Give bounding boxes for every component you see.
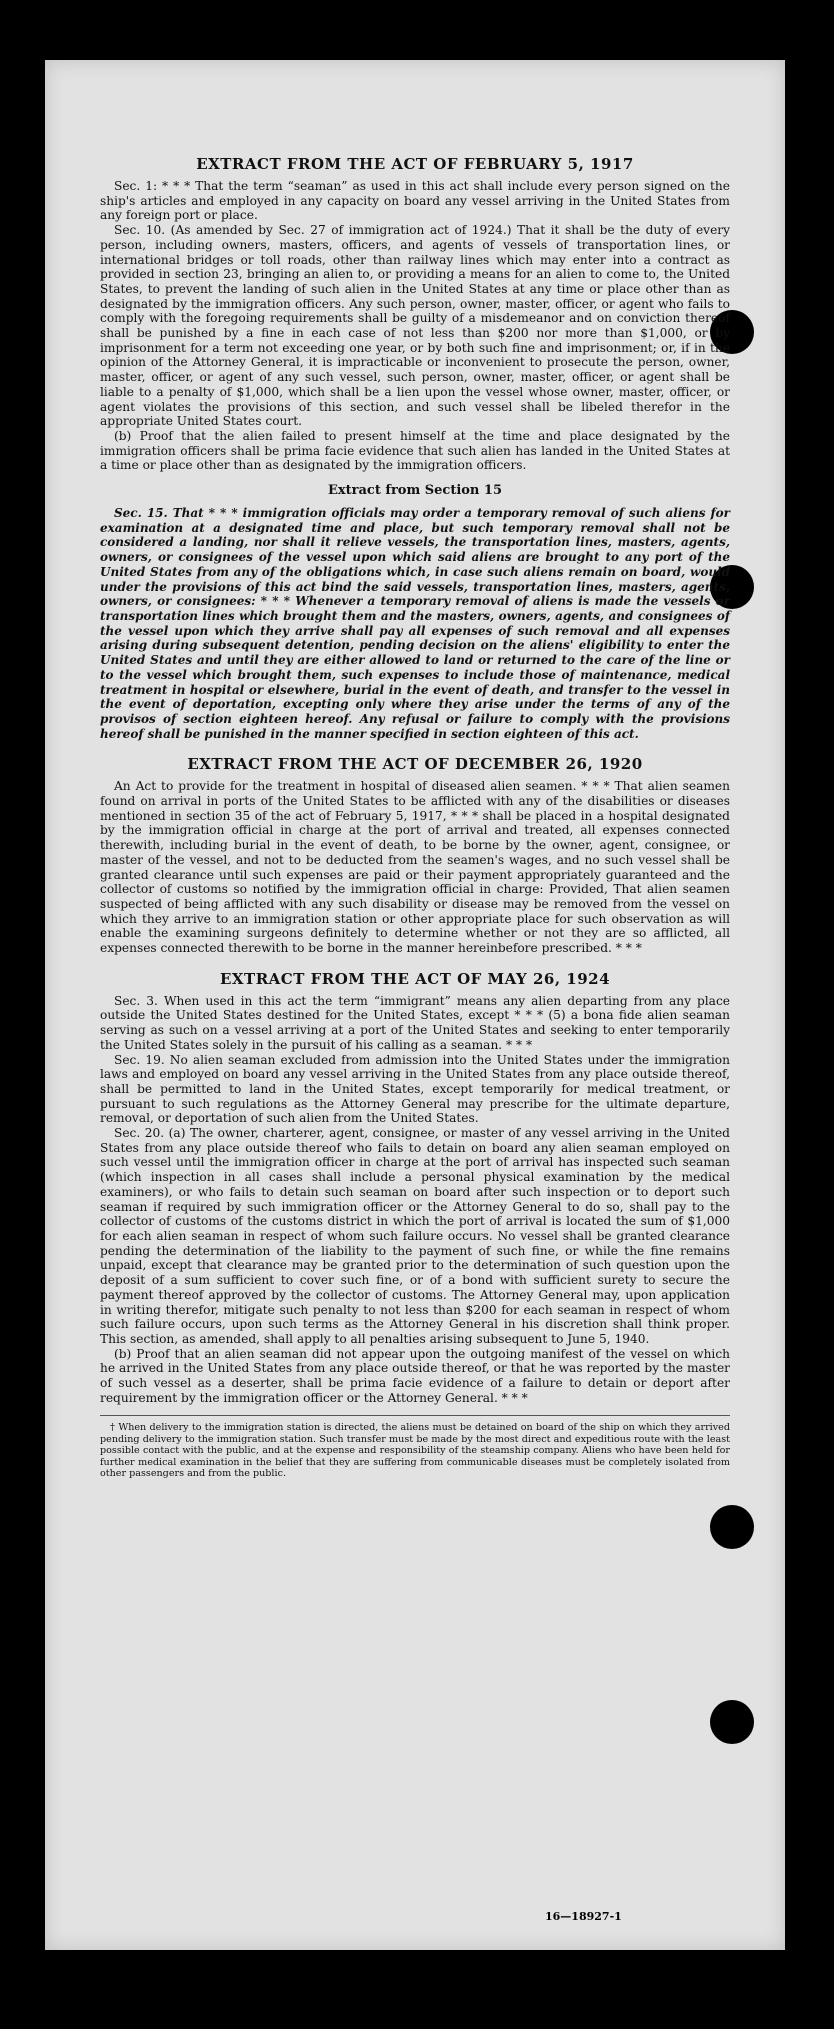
document-page bbox=[45, 60, 785, 1950]
paragraph-sec-20-a: Sec. 20. (a) The owner, charterer, agent, consignee, or master of any vessel arriving in the United States from any place outside thereof who fails to detain on board any alien seaman employed on such vessel until the immigration officer in charge at the port of arrival has inspected such seaman (which inspection in all cases shall include a personal physical examination by the medical examiners), or who fails to detain such seaman on board after such inspection or to deport such seaman if required by such immigration officer or the Attorney General to do so, shall pay to the collector of customs of the customs district in which the port of arrival is located the sum of $1,000 for each alien seaman in respect of whom such failure occurs. No vessel shall be granted clearance pending the determination of the liability to the payment of such fine, or while the fine remains unpaid, except that clearance may be granted prior to the determination of such question upon the deposit of a sum sufficient to cover such fine, or of a bond with sufficient surety to secure the payment thereof approved by the collector of customs. The Attorney General may, upon application in writing therefor, mitigate such penalty to not less than $200 for each seaman in respect of whom such failure occurs, upon such terms as the Attorney General in his discretion shall think proper. This section, as amended, shall apply to all penalties arising subsequent to June 5, 1940. bbox=[100, 1126, 730, 1346]
form-number: 16—18927-1 bbox=[545, 1910, 622, 1923]
heading-act-may-1924: EXTRACT FROM THE ACT OF MAY 26, 1924 bbox=[219, 969, 611, 988]
heading-act-feb-1917: EXTRACT FROM THE ACT OF FEBRUARY 5, 1917 bbox=[196, 155, 634, 173]
paragraph-sec-20-b: (b) Proof that an alien seaman did not appear upon the outgoing manifest of the vessel on which he arrived in the United States from any place outside thereof, or that he was reported by the master of such vessel as a deserter, shall be prima facie evidence of a failure to detain or deport after requirement by the immigration officer or the Attorney General. * * * bbox=[100, 1346, 730, 1405]
paragraph-sec-3: Sec. 3. When used in this act the term “immigrant” means any alien departing from any place outside the United States destined for the United States, except * * * (5) a bona fide alien seaman serving as such on a vessel arriving at a port of the United States and seeking to enter temporarily the United States solely in the pursuit of his calling as a seaman. * * * bbox=[100, 993, 730, 1052]
paragraph-sec-10: Sec. 10. (As amended by Sec. 27 of immigration act of 1924.) That it shall be the duty of every person, including owners, masters, officers, and agents of vessels of transportation lines, or international bridges or toll roads, other than railway lines which may enter into a contract as provided in section 23, bringing an alien to, or providing a means for an alien to come to, the United States, to prevent the landing of such alien in the United States at any time or place other than as designated by the immigration officers. Any such person, owner, master, officer, or agent who fails to comply with the foregoing requirements shall be guilty of a misdemeanor and on conviction thereof shall be punished by a fine in each case of not less than $200 nor more than $1,000, or by imprisonment for a term not exceeding one year, or by both such fine and imprisonment; or, if in the opinion of the Attorney General, it is impracticable or inconvenient to prosecute the person, owner, master, officer, or agent of any such vessel, such person, owner, master, officer, or agent shall be liable to a penalty of $1,000, which shall be a lien upon the vessel whose owner, master, officer, or agent violates the provisions of this section, and such vessel shall be libeled therefor in the appropriate United States court. bbox=[100, 223, 730, 429]
document-body bbox=[100, 155, 730, 1479]
paragraph-sec-10-b: (b) Proof that the alien failed to present himself at the time and place designated by the immigration officers shall be prima facie evidence that such alien has landed in the United States at a time or place other than as designated by the immigration officers. bbox=[100, 428, 730, 473]
paragraph-sec-15: Sec. 15. That * * * immigration officials may order a temporary removal of such aliens for examination at a designated time and place, but such temporary removal shall not be considered a landing, nor shall it relieve vessels, the transportation lines, masters, agents, owners, or consignees of the vessel upon which said aliens are brought to any port of the United States from any of the obligations which, in case such aliens remain on board, would under the provisions of this act bind the said vessels, transportation lines, masters, agents, owners, or consignees: * * * Whenever a temporary removal of aliens is made the vessels or transportation lines which brought them and the masters, owners, agents, and consignees of the vessel upon which they arrive shall pay all expenses of such removal and all expenses arising during subsequent detention, pending decision on the aliens' eligibility to enter the United States and until they are either allowed to land or returned to the care of the line or to the vessel which brought them, such expenses to include those of maintenance, medical treatment in hospital or elsewhere, burial in the event of death, and transfer to the vessel in the event of deportation, excepting only where they arise under the terms of any of the provisos of section eighteen hereof. Any refusal or failure to comply with the provisions hereof shall be punished in the manner specified in section eighteen of this act. bbox=[100, 506, 730, 741]
paragraph-act-1920: An Act to provide for the treatment in hospital of diseased alien seamen. * * * That alien seamen found on arrival in ports of the United States to be afflicted with any of the disabilities or diseases mentioned in section 35 of the act of February 5, 1917, * * * shall be placed in a hospital designated by the immigration official in charge at the port of arrival and treated, all expenses connected therewith, including burial in the event of death, to be borne by the owner, agent, consignee, or master of the vessel, and not to be deducted from the seamen's wages, and no such vessel shall be granted clearance until such expenses are paid or their payment appropriately guaranteed and the collector of customs so notified by the immigration official in charge: Provided, That alien seamen suspected of being afflicted with any such disability or disease may be removed from the vessel on which they arrive to an immigration station or other appropriate place for such observation as will enable the examining surgeons definitely to determine whether or not they are so afflicted, all expenses connected therewith to be borne in the manner hereinbefore prescribed. * * * bbox=[100, 779, 730, 956]
paragraph-sec-19: Sec. 19. No alien seaman excluded from admission into the United States under the immigration laws and employed on board any vessel arriving in the United States from any place outside thereof, shall be permitted to land in the United States, except temporarily for medical treatment, or pursuant to such regulations as the Attorney General may prescribe for the ultimate departure, removal, or deportation of such alien from the United States. bbox=[100, 1052, 730, 1126]
paragraph-sec-1: Sec. 1: * * * That the term “seaman” as used in this act shall include every person signed on the ship's articles and employed in any capacity on board any vessel arriving in the United States from any foreign port or place. bbox=[100, 179, 730, 223]
heading-act-dec-1920: EXTRACT FROM THE ACT OF DECEMBER 26, 1920 bbox=[187, 755, 643, 774]
heading-section-15: Extract from Section 15 bbox=[327, 483, 503, 499]
punch-hole bbox=[710, 1700, 754, 1744]
footnote: † When delivery to the immigration station is directed, the aliens must be detained on board of the ship on which they arrived pending delivery to the immigration station. Such transfer must be made by the most direct and expeditious route with the least possible contact with the public, and at the expense and responsibility of the steamship company. Aliens who have been held for further medical examination in the belief that they are suffering from communicable diseases must be completely isolated from other passengers and from the public. bbox=[100, 1415, 730, 1479]
punch-hole bbox=[710, 1505, 754, 1549]
